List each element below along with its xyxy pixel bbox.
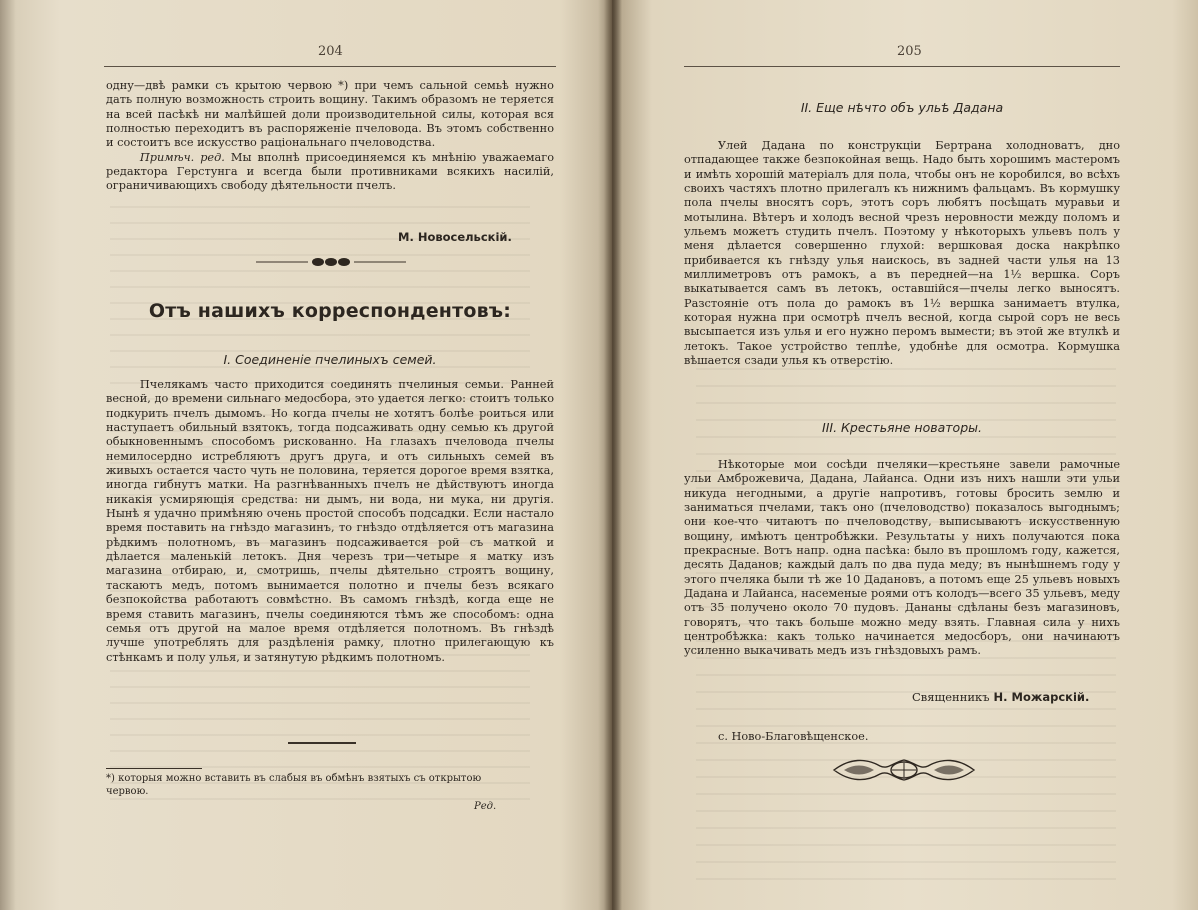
author-signature: М. Новосельскій. (398, 230, 512, 244)
header-rule (684, 66, 1120, 67)
divider-ornament (256, 256, 406, 268)
section-title: Отъ нашихъ корреспондентовъ: (148, 300, 512, 322)
article-end-rule (288, 742, 356, 744)
location: с. Ново-Благовѣщенское. (718, 730, 869, 743)
subsection-2-title: II. Еще нѣчто объ ульѣ Дадана (800, 100, 1004, 115)
article-3-text: Нѣкоторые мои сосѣди пчеляки—крестьяне завели рамочные ульи Амброжевича, Дадана, Лайанса. Одни изъ нихъ нашли эти ульи никуда негодными, а другіе напротивъ, готовы бросить землю и заниматься пчелами, такъ оно (пчеловодство) показалось выгоднымъ; они кое-что читаютъ по пчеловодству, выписываютъ искусственную вощину, имѣютъ центробѣжки. Результаты у нихъ получаются пока прекрасные. Вотъ напр. одна пасѣка: было въ прошломъ году, кажется, десять Даданов; каждый далъ по два пуда меду; въ нынѣшнемъ году у этого пчеляка были тѣ же 10 Дадановъ, а потомъ еще 25 ульевъ новыхъ Дадана и Лайанса, насеменые роями отъ колодъ—всего 35 ульевъ, меду отъ 35 получено около 70 пудовъ. Дананы сдѣланы безъ магазиновъ, говорятъ, что такъ больше можно меду взять. Главная сила у нихъ центробѣжка: какъ только начинается медосборъ, они начинаютъ усиленно выкачивать медъ изъ гнѣздовыхъ рамъ. (684, 458, 1120, 658)
footnote: *) которыя можно вставить въ слабыя въ обмѣнъ взятыхъ съ открытою червою. (106, 773, 482, 797)
editor-note-label: Примѣч. ред. (139, 150, 225, 164)
signature-prefix: Священникъ (912, 690, 990, 704)
intro-paragraph-block (106, 79, 554, 194)
article-1-text: Пчелякамъ часто приходится соединять пчелиныя семьи. Ранней весной, до времени сильнаго медосбора, это удается легко: стоитъ только подкурить пчелъ дымомъ. Но когда пчелы не хотятъ болѣе роиться или наступаетъ обильный взятокъ, тогда подсаживать одну семью къ другой обыкновеннымъ способомъ рискованно. На глазахъ пчеловода пчелы немилосердно истребляютъ другъ друга, и отъ сильныхъ семей въ живыхъ остается часто чуть не половина, теряется дорогое время взятка, иногда гибнутъ матки. На разгнѣванныхъ пчелъ не дѣйствуютъ иногда никакія усмиряющія средства: ни дымъ, ни вода, ни мука, ни другія. Нынѣ я удачно примѣняю очень простой способъ подсадки. Если настало время поставить на гнѣздо магазинъ, то гнѣздо отдѣляется отъ магазина рѣдкимъ полотномъ, въ магазинъ подсаживается рой съ маткой и дѣлается маленькій летокъ. Дня черезъ три—четыре я матку изъ магазина отбираю, и, смотришь, пчелы дѣятельно строятъ вощину, таскаютъ медъ, потомъ вынимается полотно и пчелы безъ всякаго безпокойства работаютъ совмѣстно. Въ самомъ гнѣздѣ, когда еще не время ставить магазинъ, пчелы соединяются тѣмъ же способомъ: одна семья отъ другой на малое время отдѣляется полотномъ. Въ гнѣздѣ лучше употреблять для раздѣленія рамку, плотно прилегающую къ стѣнкамъ и полу улья, и затянутую рѣдкимъ полотномъ. (106, 378, 554, 664)
footnote-signature: Ред. (474, 801, 497, 812)
signature (912, 690, 1089, 704)
subsection-3-title: III. Крестьяне новаторы. (822, 420, 982, 435)
signature-name: Н. Можарскій. (993, 690, 1090, 704)
editor-note (106, 151, 554, 194)
page-number: 204 (318, 44, 343, 59)
article-2-text: Улей Дадана по конструкціи Бертрана холодноватъ, дно отпадающее также безпокойная вещь. Надо быть хорошимъ мастеромъ и имѣть хорошій матеріалъ для пола, чтобы онъ не коробился, во всѣхъ своихъ частяхъ плотно прилегалъ къ нижнимъ фальцамъ. Въ кормушку пола пчелы вносятъ соръ, этотъ соръ любятъ посѣщать муравьи и мотылина. Вѣтеръ и холодъ весной чрезъ неровности между поломъ и ульемъ можетъ студить пчелъ. Поэтому у нѣкоторыхъ ульевъ полъ у меня дѣлается совершенно глухой: вершковая доска накрѣпко прибивается къ гнѣзду улья наискось, въ задней части улья на 13 миллиметровъ отъ рамокъ, а въ передней—на 1½ вершка. Соръ выкатывается самъ въ летокъ, оставшійся—пчелы легко выносятъ. Разстояніе отъ пола до рамокъ въ 1½ вершка занимаетъ втулка, которая нужна при осмотрѣ пчелъ весной, когда сырой соръ не весь высыпается изъ улья и его нужно перомъ вымести; въ этой же втулкѣ и летокъ. Такое устройство теплѣе, удобнѣе для осмотра. Кормушка вѣшается сзади улья къ отверстію. (684, 139, 1120, 368)
book-gutter (604, 0, 622, 910)
article-1-block (106, 378, 554, 665)
editor-note-text: Мы вполнѣ присоединяемся къ мнѣнію уважаемаго редактора Герстунга и всегда были противниками всякихъ насилій, ограничивающихъ свободу дѣятельности пчелъ. (106, 150, 555, 193)
tailpiece-ornament (830, 752, 978, 788)
right-page (612, 0, 1198, 910)
footnote-rule (106, 768, 202, 769)
page-number: 205 (897, 44, 922, 59)
header-rule (104, 66, 556, 67)
article-2-block (684, 139, 1120, 369)
article-3-block (684, 458, 1120, 659)
subsection-1-title: I. Соединеніе пчелиныхъ семей. (223, 352, 437, 367)
intro-paragraph: одну—двѣ рамки съ крытою червою *) при чемъ сальной семьѣ нужно дать полную возможность строить вощину. Такимъ образомъ не теряется на всей пасѣкѣ ни малѣйшей доли производительной силы, которая вся полностью переходитъ въ распоряженіе пчеловода. Въ этомъ собственно и состоитъ все искусство раціональнаго пчеловодства. (106, 79, 554, 150)
